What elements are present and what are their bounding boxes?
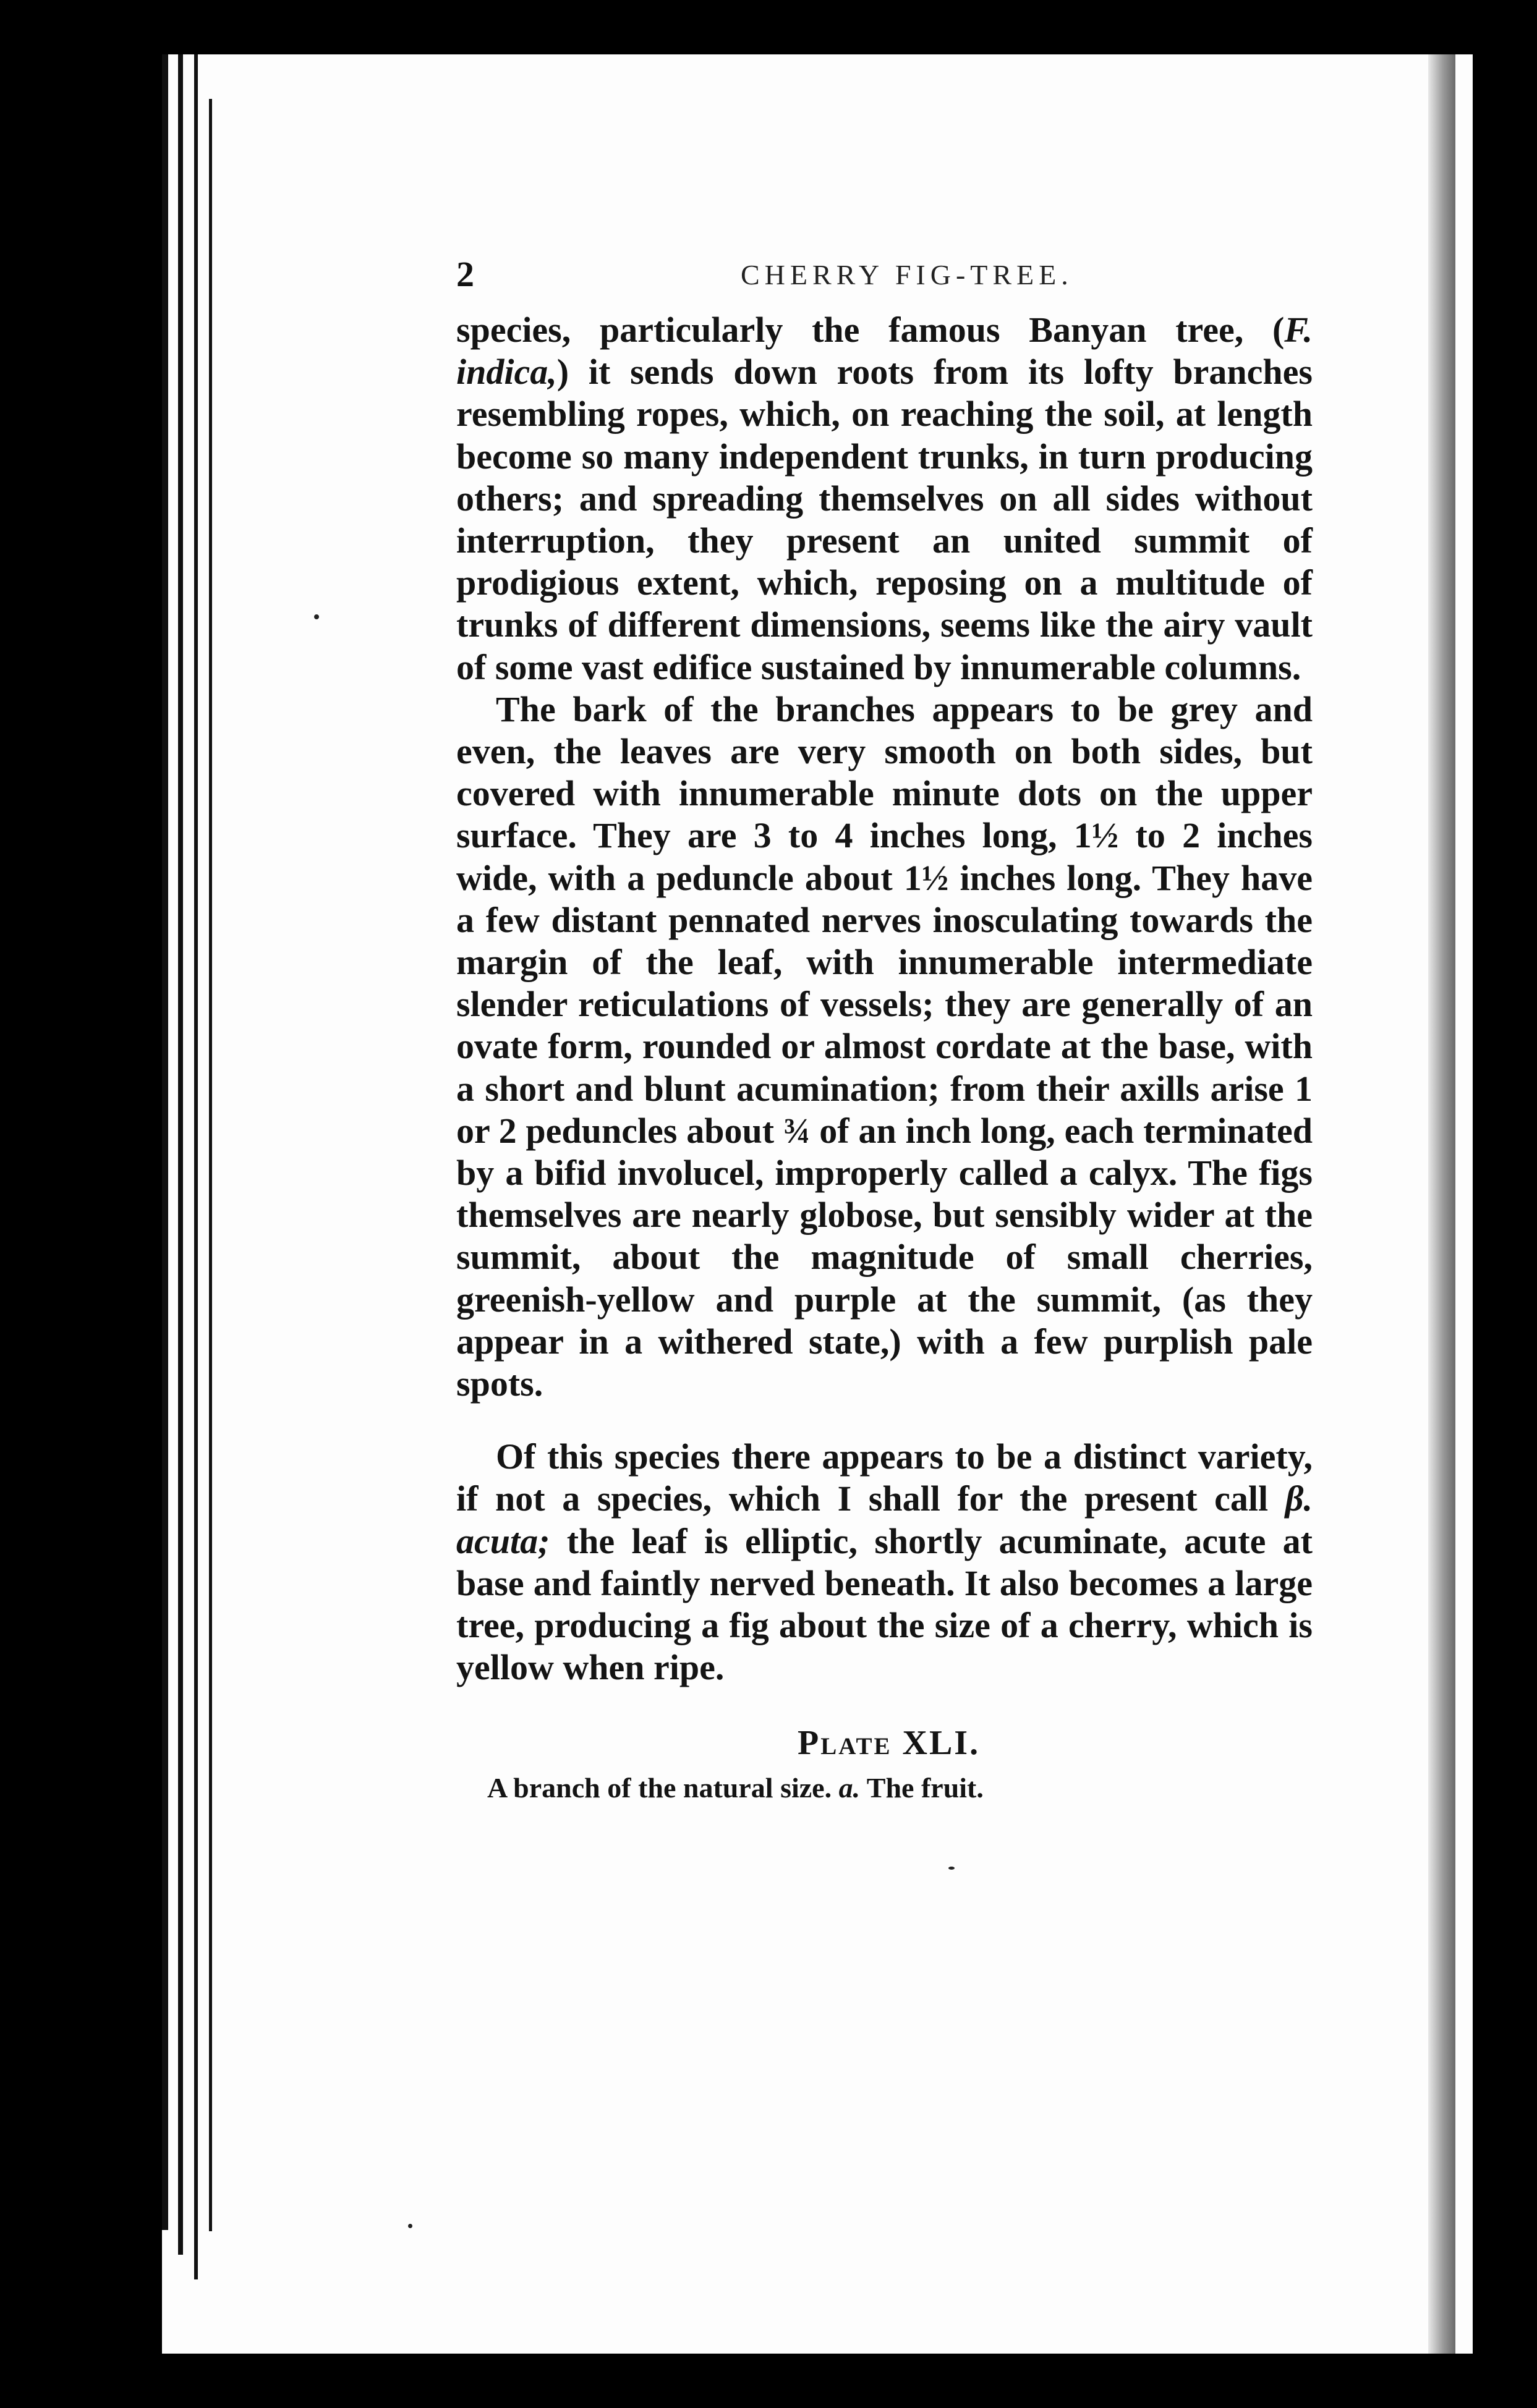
paragraph-2: The bark of the branches appears to be grey and even, the leaves are very smooth on both sides, but covered with innumerable minute dots on the upper surface. They are 3 to 4 inches long, 1½ to 2 inches wide, with a peduncle about 1½ inches long. They have a few distant pennated nerves inosculating towards the margin of the leaf, with innumerable intermediate slender reticulations of vessels; they are generally of an ovate form, rounded or almost cordate at the base, with a short and blunt acumination; from their axills arise 1 or 2 peduncles about ¾ of an inch long, each terminated by a bifid involucel, improperly called a calyx. The figs themselves are nearly globose, but sensibly wider at the summit, about the magnitude of small cherries, greenish-yellow and purple at the summit, (as they appear in a withered state,) with a few purplish pale spots. [456, 689, 1313, 1404]
ink-speck [948, 1867, 955, 1870]
page-header [456, 253, 1309, 297]
adjacent-page-edge [1428, 54, 1455, 2354]
page-edge-line [178, 54, 183, 2255]
plate-title: Plate XLI. [798, 1724, 981, 1762]
body-text [456, 309, 1313, 1689]
paragraph-1: species, particularly the famous Banyan tree, (F. indica,) it sends down roots from its lofty branches resembling ropes, which, on reaching the soil, at length become so many independent trunks, in turn producing others; and spreading themselves on all sides without interruption, they present an united summit of prodigious extent, which, reposing on a multitude of trunks of different dimensions, seems like the airy vault of some vast edifice sustained by innumerable columns. [456, 310, 1313, 687]
paragraph-3: Of this species there appears to be a distinct variety, if not a species, which I shall for the present call β. acuta; the leaf is elliptic, shortly acuminate, acute at base and faintly nerved beneath. It also becomes a large tree, producing a fig about the size of a cherry, which is yellow when ripe. [456, 1436, 1313, 1688]
ink-speck [408, 2224, 412, 2228]
page-edge-line [194, 54, 198, 2279]
page-edge-line [162, 54, 168, 2230]
italic-term: F. indica, [456, 310, 1313, 392]
plate-caption: A branch of the natural size. a. The fruit. [487, 1772, 984, 1804]
running-title: CHERRY FIG-TREE. [741, 259, 1073, 290]
italic-term: β. acuta; [456, 1478, 1313, 1561]
ink-speck [314, 614, 319, 619]
page-number: 2 [456, 254, 474, 294]
page-edge-line [209, 99, 212, 2231]
